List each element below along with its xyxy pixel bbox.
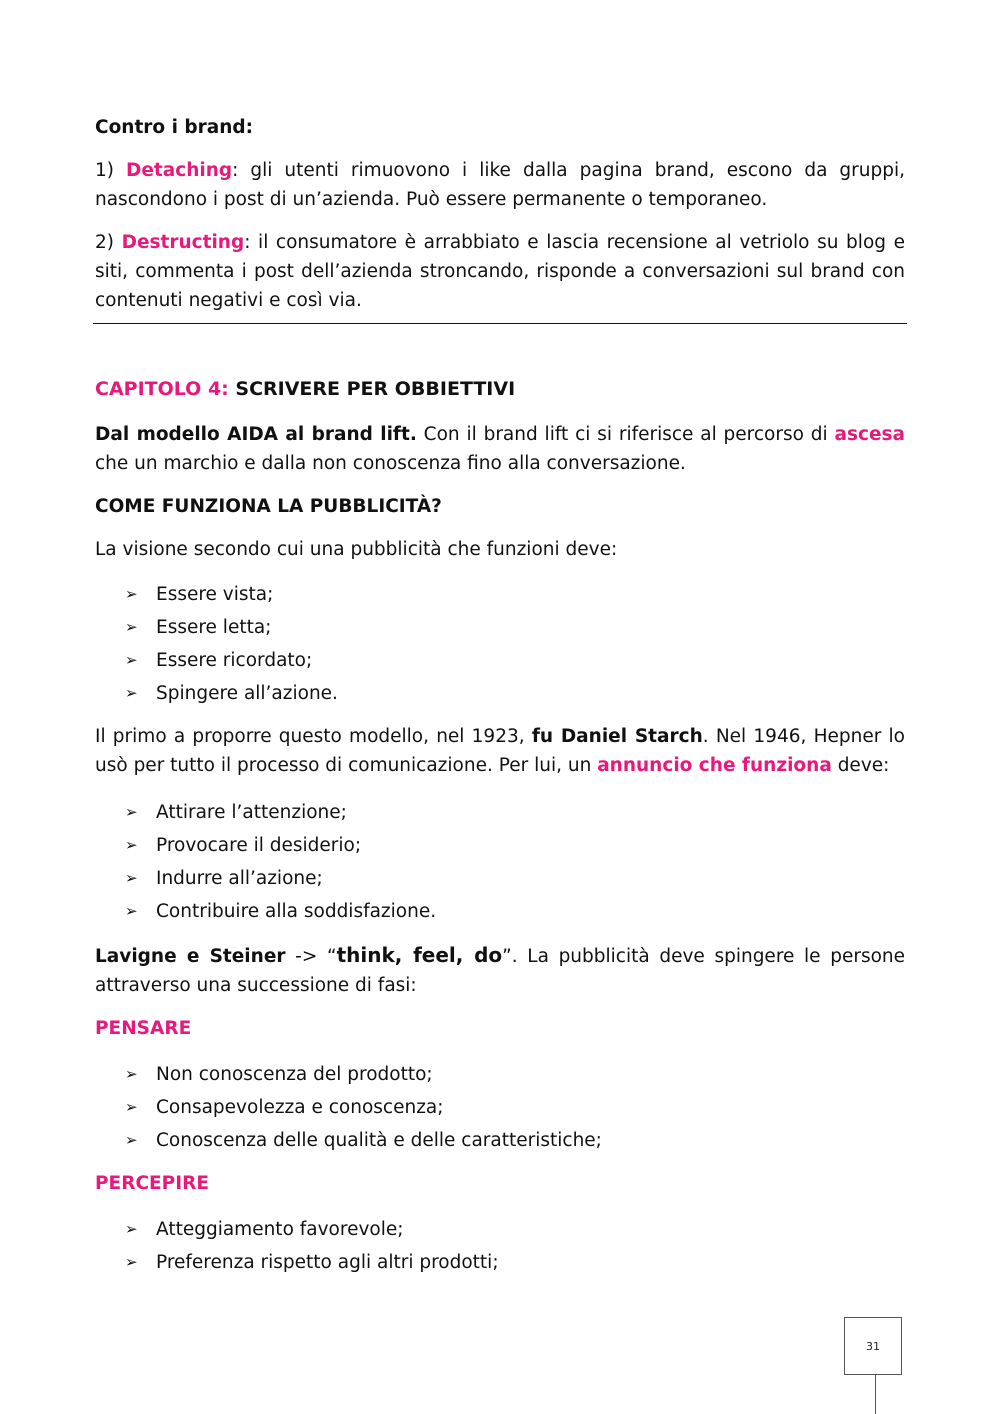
subheading-percepire: PERCEPIRE (95, 1173, 209, 1194)
destructing-text: : il consumatore è arrabbiato e lascia recensione al vetriolo su blog e siti, commenta i post dell’azienda stroncando, risponde a conversazioni sul brand con contenuti negativi e così via. (95, 232, 905, 311)
list-item: ➢ Consapevolezza e conoscenza; (125, 1091, 885, 1124)
arrowhead-bullet-icon: ➢ (125, 836, 138, 854)
arrowhead-bullet-icon: ➢ (125, 902, 138, 920)
list-item: ➢ Atteggiamento favorevole; (125, 1213, 885, 1246)
section-title-contro: Contro i brand: (95, 117, 254, 138)
arrowhead-bullet-icon: ➢ (125, 869, 138, 887)
arrowhead-bullet-icon: ➢ (125, 1065, 138, 1083)
term-destructing: Destructing (121, 232, 245, 253)
section-divider (93, 323, 907, 324)
list-item: ➢ Conoscenza delle qualità e delle caratteristiche; (125, 1124, 885, 1157)
term-detaching: Detaching (126, 160, 233, 181)
bullet-list-hepner (125, 796, 885, 928)
intro-text: Con il brand lift ci si riferisce al percorso di (416, 424, 835, 445)
starch-bold: fu Daniel Starch (531, 726, 703, 747)
arrowhead-bullet-icon: ➢ (125, 803, 138, 821)
page-number: 31 (844, 1317, 902, 1375)
arrowhead-bullet-icon: ➢ (125, 618, 138, 636)
item-prefix: 1) (95, 160, 127, 181)
starch-paragraph: Il primo a proporre questo modello, nel 1923, fu Daniel Starch. Nel 1946, Hepner lo usò per tutto il processo di comunicazione. Per lui, un annuncio che funziona deve: (95, 726, 905, 776)
list-item: ➢ Attirare l’attenzione; (125, 796, 885, 829)
paragraph-detaching (95, 156, 905, 214)
lavigne-paragraph: Lavigne e Steiner -> “think, feel, do”. La pubblicità deve spingere le persone attraverso una successione di fasi: (95, 943, 906, 996)
list-item: ➢ Essere vista; (125, 578, 885, 611)
bullet-list-funziona (125, 578, 885, 710)
bullet-list-pensare (125, 1058, 885, 1157)
list-item: ➢ Essere ricordato; (125, 644, 885, 677)
list-item: ➢ Preferenza rispetto agli altri prodotti; (125, 1246, 885, 1279)
subheading-come-funziona: COME FUNZIONA LA PUBBLICITÀ? (95, 496, 442, 517)
arrowhead-bullet-icon: ➢ (125, 684, 138, 702)
intro-highlight: ascesa (834, 424, 905, 445)
chapter-title: SCRIVERE PER OBBIETTIVI (228, 378, 516, 400)
lead-paragraph: La visione secondo cui una pubblicità che funzioni deve: (95, 539, 618, 560)
list-item: ➢ Provocare il desiderio; (125, 829, 885, 862)
starch-highlight: annuncio che funziona (597, 755, 832, 776)
intro-text-after: che un marchio e dalla non conoscenza fino alla conversazione. (95, 453, 686, 474)
item-prefix: 2) (95, 232, 122, 253)
intro-paragraph (95, 420, 905, 478)
arrowhead-bullet-icon: ➢ (125, 1253, 138, 1271)
subheading-pensare: PENSARE (95, 1018, 192, 1039)
list-item: ➢ Non conoscenza del prodotto; (125, 1058, 885, 1091)
list-item: ➢ Spingere all’azione. (125, 677, 885, 710)
list-item: ➢ Essere letta; (125, 611, 885, 644)
paragraph-destructing (95, 228, 905, 315)
list-item: ➢ Indurre all’azione; (125, 862, 885, 895)
intro-bold: Dal modello AIDA al brand lift. (95, 424, 417, 445)
bullet-list-percepire (125, 1213, 885, 1279)
list-item: ➢ Contribuire alla soddisfazione. (125, 895, 885, 928)
think-feel-do: think, feel, do (336, 943, 503, 967)
arrowhead-bullet-icon: ➢ (125, 1220, 138, 1238)
page-number-connector (875, 1375, 876, 1414)
chapter-heading (95, 375, 905, 404)
arrowhead-bullet-icon: ➢ (125, 1098, 138, 1116)
arrowhead-bullet-icon: ➢ (125, 585, 138, 603)
detaching-text: : gli utenti rimuovono i like dalla pagina brand, escono da gruppi, nascondono i post di un’azienda. Può essere permanente o temporaneo. (95, 160, 905, 210)
chapter-label: CAPITOLO 4: (95, 378, 229, 400)
lavigne-bold: Lavigne e Steiner (95, 946, 286, 967)
arrowhead-bullet-icon: ➢ (125, 651, 138, 669)
arrowhead-bullet-icon: ➢ (125, 1131, 138, 1149)
